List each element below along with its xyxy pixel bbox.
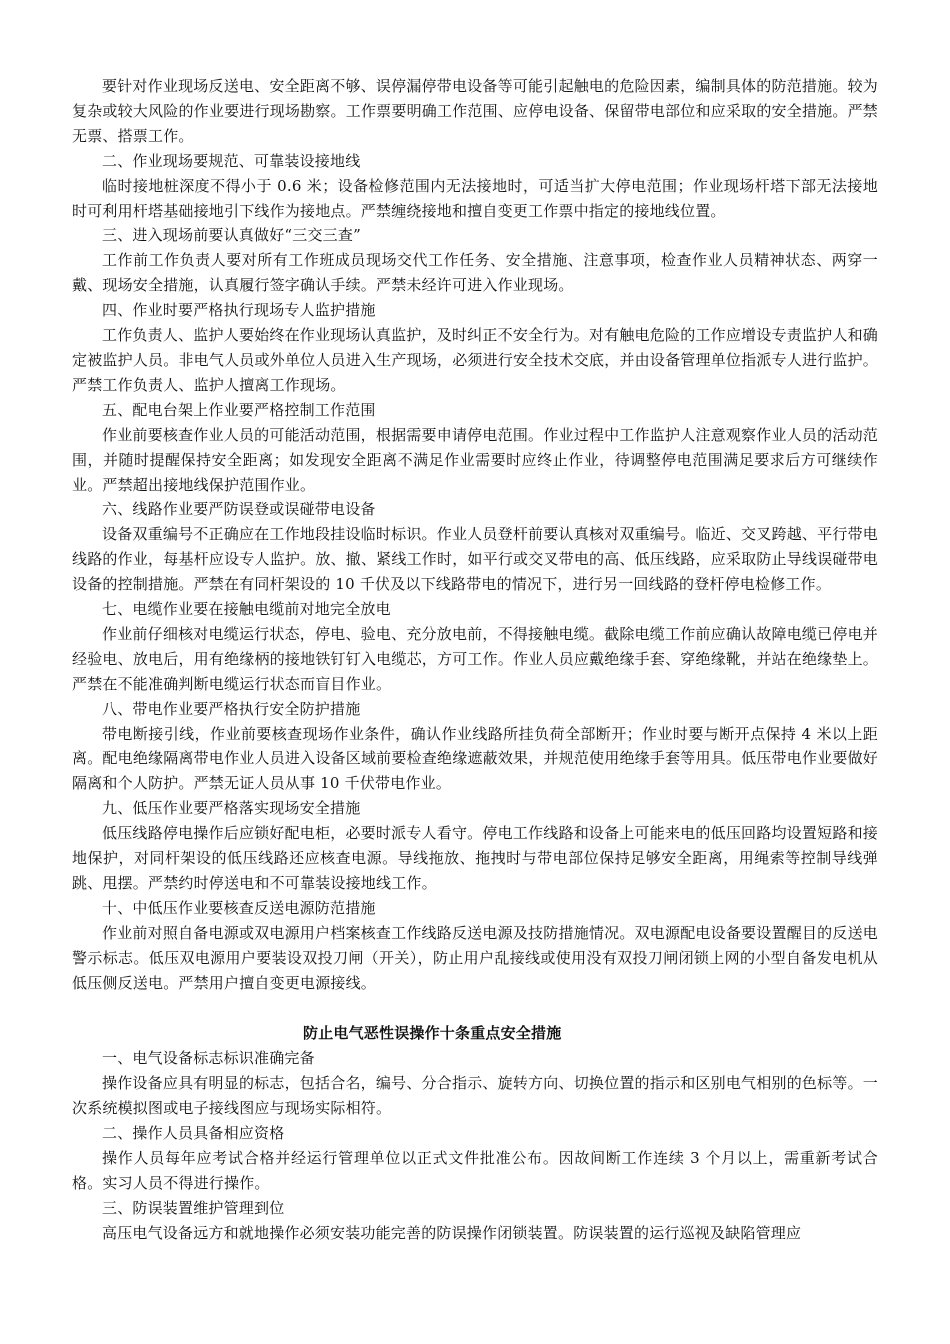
- section-heading: 三、进入现场前要认真做好“三交三查”: [102, 226, 361, 245]
- section-heading: 九、低压作业要严格落实现场安全措施: [102, 799, 361, 818]
- paragraph: 操作人员每年应考试合格并经运行管理单位以正式文件批准公布。因故间断工作连续 3 个月以上，需重新考试合格。实习人员不得进行操作。: [72, 1149, 878, 1192]
- paragraph: 作业前仔细核对电缆运行状态，停电、验电、充分放电前，不得接触电缆。截除电缆工作前应确认故障电缆已停电并经验电、放电后，用有绝缘柄的接地铁钉钉入电缆芯，方可工作。作业人员应戴绝缘手套、穿绝缘靴，并站在绝缘垫上。严禁在不能准确判断电缆运行状态而盲目作业。: [72, 624, 878, 693]
- document-page: [72, 74, 878, 1246]
- paragraph: 低压线路停电操作后应锁好配电柜，必要时派专人看守。停电工作线路和设备上可能来电的低压回路均设置短路和接地保护，对同杆架设的低压线路还应核查电源。导线拖放、拖拽时与带电部位保持足够安全距离，用绳索等控制导线弹跳、甩摆。严禁约时停送电和不可靠装设接地线工作。: [72, 824, 878, 892]
- section-heading: 十、中低压作业要核查反送电源防范措施: [102, 898, 376, 917]
- paragraph: 工作前工作负责人要对所有工作班成员现场交代工作任务、安全措施、注意事项，检查作业人员精神状态、两穿一戴、现场安全措施，认真履行签字确认手续。严禁未经许可进入作业现场。: [72, 251, 878, 295]
- section-heading: 五、配电台架上作业要严格控制工作范围: [102, 400, 376, 419]
- section-heading: 一、电气设备标志标识准确完备: [102, 1049, 315, 1068]
- section-misoperation-measures: [72, 1020, 878, 1245]
- paragraph: 高压电气设备远方和就地操作必须安装功能完善的防误操作闭锁装置。防误装置的运行巡视及缺陷管理应: [102, 1223, 802, 1242]
- paragraph: 作业前要核查作业人员的可能活动范围，根据需要申请停电范围。作业过程中工作监护人注意观察作业人员的活动范围，并随时提醒保持安全距离；如发现安全距离不满足作业需要时应终止作业，待调整停电范围满足要求后方可继续作业。严禁超出接地线保护范围作业。: [72, 425, 878, 494]
- paragraph: 工作负责人、监护人要始终在作业现场认真监护，及时纠正不安全行为。对有触电危险的工作应增设专责监护人和确定被监护人员。非电气人员或外单位人员进入生产现场，必须进行安全技术交底，并由设备管理单位指派专人进行监护。严禁工作负责人、监护人擅离工作现场。: [72, 326, 878, 394]
- paragraph: 带电断接引线，作业前要核查现场作业条件，确认作业线路所挂负荷全部断开；作业时要与断开点保持 4 米以上距离。配电绝缘隔离带电作业人员进入设备区域前要检查绝缘遮蔽效果，并规范使用绝缘手套等用具。低压带电作业要做好隔离和个人防护。严禁无证人员从事 10 千伏带电作业。: [72, 724, 878, 793]
- paragraph: 设备双重编号不正确应在工作地段挂设临时标识。作业人员登杆前要认真核对双重编号。临近、交叉跨越、平行带电线路的作业，每基杆应设专人监护。放、撤、紧线工作时，如平行或交叉带电的高、低压线路，应采取防止导线误碰带电设备的控制措施。严禁在有同杆架设的 10 千伏及以下线路带电的情况下，进行另一回线路的登杆停电检修工作。: [72, 525, 878, 594]
- paragraph: 临时接地桩深度不得小于 0.6 米；设备检修范围内无法接地时，可适当扩大停电范围；作业现场杆塔下部无法接地时可利用杆塔基础接地引下线作为接地点。严禁缠绕接地和擅自变更工作票中指定的接地线位置。: [72, 176, 878, 220]
- paragraph: 操作设备应具有明显的标志，包括合名，编号、分合指示、旋转方向、切换位置的指示和区别电气相别的色标等。一次系统模拟图或电子接线图应与现场实际相符。: [72, 1074, 878, 1118]
- section-heading: 四、作业时要严格执行现场专人监护措施: [102, 301, 376, 320]
- section-title: 防止电气恶性误操作十条重点安全措施: [303, 1024, 562, 1043]
- section-heading: 八、带电作业要严格执行安全防护措施: [102, 699, 361, 718]
- paragraph: 作业前对照自备电源或双电源用户档案核查工作线路反送电源及技防措施情况。双电源配电设备要设置醒目的反送电警示标志。低压双电源用户要装设双投刀闸（开关），防止用户乱接线或使用没有双投刀闸闭锁上网的小型自备发电机从低压侧反送电。严禁用户擅自变更电源接线。: [72, 923, 878, 992]
- paragraph: 要针对作业现场反送电、安全距离不够、误停漏停带电设备等可能引起触电的危险因素，编制具体的防范措施。较为复杂或较大风险的作业要进行现场勘察。工作票要明确工作范围、应停电设备、保留带电部位和应采取的安全措施。严禁无票、搭票工作。: [72, 77, 878, 145]
- section-heading: 二、作业现场要规范、可靠装设接地线: [102, 151, 361, 170]
- section-heading: 六、线路作业要严防误登或误碰带电设备: [102, 500, 376, 519]
- section-heading: 七、电缆作业要在接触电缆前对地完全放电: [102, 600, 391, 619]
- section-heading: 三、防误装置维护管理到位: [102, 1198, 285, 1217]
- section-heading: 二、操作人员具备相应资格: [102, 1124, 285, 1143]
- section-work-safety-measures: [72, 74, 878, 996]
- section-spacer: [72, 996, 878, 1021]
